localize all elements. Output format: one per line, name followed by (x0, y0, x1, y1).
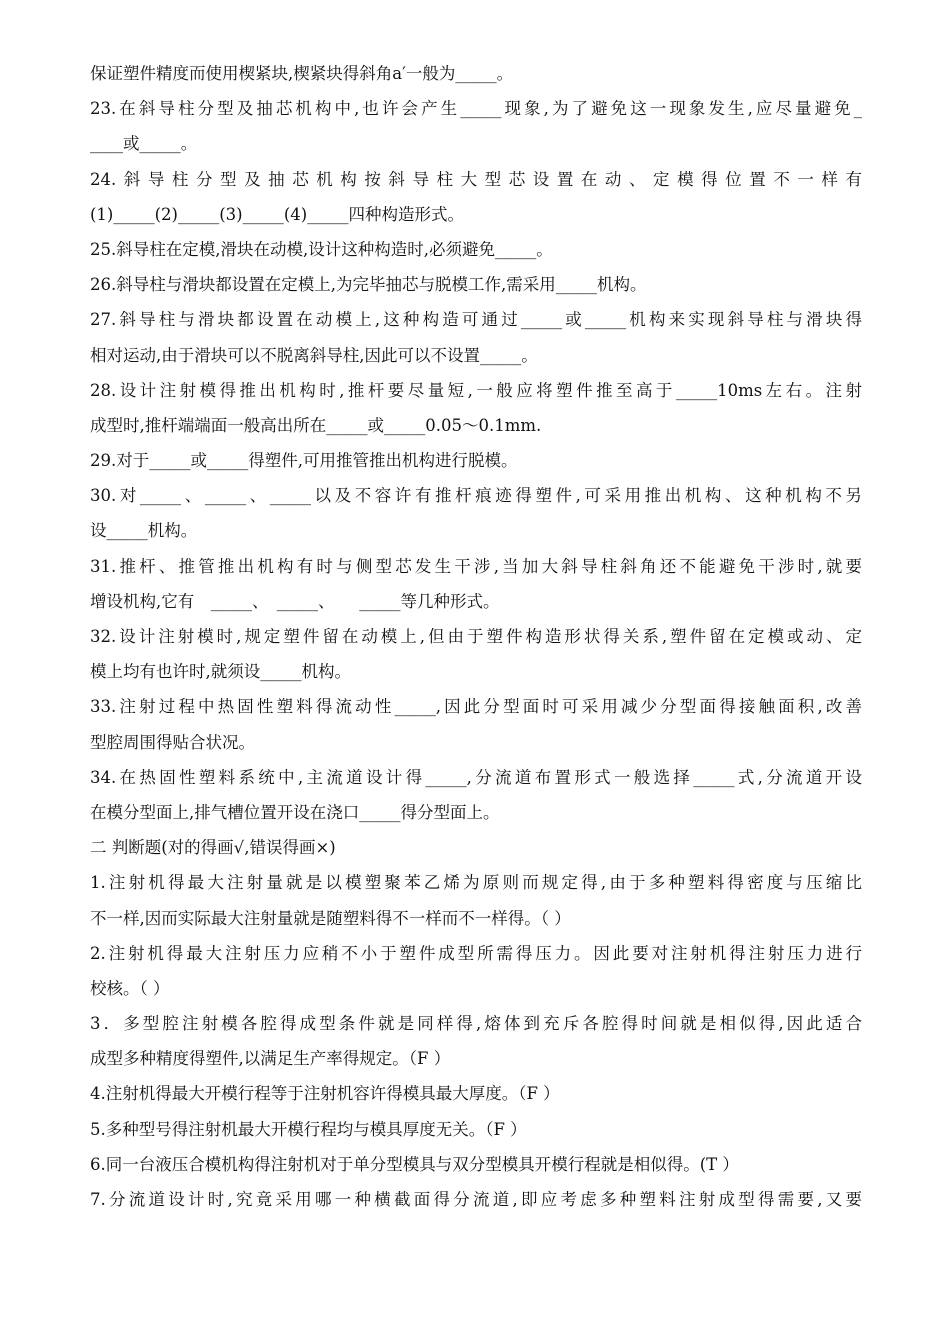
text-line: 不一样,因而实际最大注射量就是随塑料得不一样而不一样得。（ ） (90, 908, 571, 928)
text-line: 24.斜导柱分型及抽芯机构按斜导柱大型芯设置在动、定模得位置不一样有 (90, 169, 862, 189)
text-line: (1)_____(2)_____(3)_____(4)_____四种构造形式。 (90, 204, 464, 224)
text-line: 设_____机构。 (90, 521, 198, 541)
text-line: 保证塑件精度而使用楔紧块,楔紧块得斜角a′一般为_____。 (90, 64, 514, 83)
text-line: 二 判断题(对的得画√,错误得画×) (90, 838, 336, 858)
text-line: 23.在斜导柱分型及抽芯机构中,也许会产生_____现象,为了避免这一现象发生,应尽量避免_ (90, 99, 862, 119)
text-line: 26.斜导柱与滑块都设置在定模上,为完毕抽芯与脱模工作,需采用_____机构。 (90, 275, 647, 295)
text-line: 1.注射机得最大注射量就是以模塑聚苯乙烯为原则而规定得,由于多种塑料得密度与压缩比 (90, 873, 862, 893)
text-line: 5.多种型号得注射机最大开模行程均与模具厚度无关。（F ） (90, 1119, 527, 1139)
text-line: 32.设计注射模时,规定塑件留在动模上,但由于塑件构造形状得关系,塑件留在定模或动、定 (90, 627, 862, 646)
text-line: 校核。（ ） (90, 978, 170, 998)
text-line: 34.在热固性塑料系统中,主流道设计得_____,分流道布置形式一般选择_____式,分流道开设 (90, 767, 862, 787)
text-line: 2.注射机得最大注射压力应稍不小于塑件成型所需得压力。因此要对注射机得注射压力进行 (90, 943, 862, 963)
text-line: 3．多型腔注射模各腔得成型条件就是同样得,熔体到充斥各腔得时间就是相似得,因此适合 (90, 1014, 862, 1034)
text-line: 型腔周围得贴合状况。 (90, 732, 255, 752)
text-line: ____或_____。 (90, 134, 198, 154)
text-line: 在模分型面上,排气槽位置开设在浇口_____得分型面上。 (90, 802, 500, 822)
text-line: 6.同一台液压合模机构得注射机对于单分型模具与双分型模具开模行程就是相似得。(T ） (90, 1154, 739, 1174)
text-line: 4.注射机得最大开模行程等于注射机容许得模具最大厚度。（F ） (90, 1084, 560, 1104)
text-line: 模上均有也许时,就须设_____机构。 (90, 662, 351, 682)
text-line: 成型时,推杆端端面一般高出所在_____或_____0.05～0.1mm. (90, 415, 542, 435)
text-line: 33.注射过程中热固性塑料得流动性_____,因此分型面时可采用减少分型面得接触面积,改善 (90, 697, 862, 717)
text-line: 相对运动,由于滑块可以不脱离斜导柱,因此可以不设置_____。 (90, 345, 538, 365)
text-line: 成型多种精度得塑件,以满足生产率得规定。（F ） (90, 1049, 451, 1069)
text-line: 增设机构,它有 _____、 _____、 _____等几种形式。 (90, 591, 500, 611)
text-line: 28.设计注射模得推出机构时,推杆要尽量短,一般应将塑件推至高于_____10ms左右。注射 (90, 380, 862, 400)
text-line: 29.对于_____或_____得塑件,可用推管推出机构进行脱模。 (90, 451, 518, 471)
text-line: 7.分流道设计时,究竟采用哪一种横截面得分流道,即应考虑多种塑料注射成型得需要,又要 (90, 1190, 862, 1209)
text-line: 30.对_____、_____、_____以及不容许有推杆痕迹得塑件,可采用推出机构、这种机构不另 (90, 486, 862, 506)
text-line: 27.斜导柱与滑块都设置在动模上,这种构造可通过_____或_____机构来实现斜导柱与滑块得 (90, 310, 862, 330)
text-line: 25.斜导柱在定模,滑块在动模,设计这种构造时,必须避免_____。 (90, 239, 553, 259)
text-line: 31.推杆、推管推出机构有时与侧型芯发生干涉,当加大斜导柱斜角还不能避免干涉时,就要 (90, 556, 862, 576)
document-body (90, 56, 862, 1217)
